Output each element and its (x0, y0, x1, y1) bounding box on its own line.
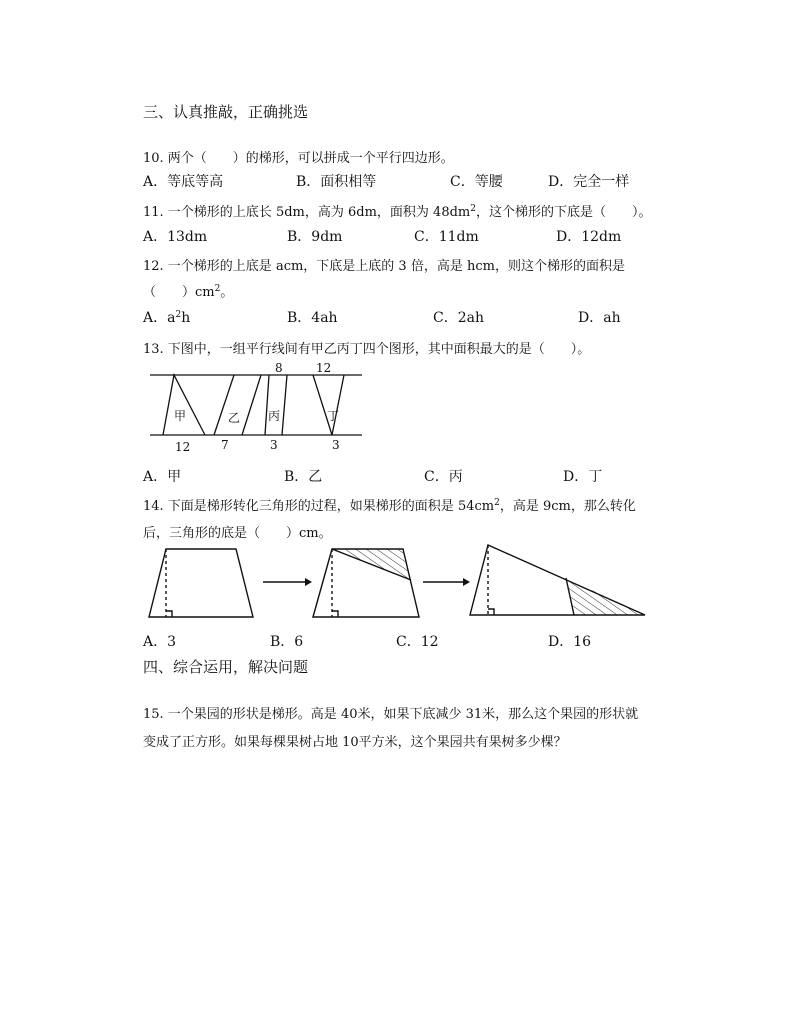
q14-option-a[interactable]: A．3 (143, 634, 177, 650)
right-angle-mark-2 (332, 611, 338, 617)
section-title-4: 四、综合运用，解决问题 (143, 658, 309, 676)
q11-option-b[interactable]: B．9dm (287, 229, 343, 245)
q14-option-d[interactable]: D．16 (548, 634, 592, 650)
question-12-text-line2: （ ）$cm^2$。 (143, 284, 234, 300)
q14-option-c[interactable]: C．12 (396, 634, 439, 650)
question-15-text: 15. 一个果园的形状是梯形。高是 40米，如果下底减少 31米，那么这个果园的形状就 (143, 707, 639, 722)
bottom-label-3a: 3 (270, 438, 278, 452)
q11-option-c[interactable]: C．11dm (414, 229, 479, 245)
q14-option-b[interactable]: B．6 (270, 634, 304, 650)
q10-option-a[interactable]: A．等底等高 (143, 174, 224, 190)
q12-option-d[interactable]: D．ah (578, 310, 621, 326)
question-14-text: 14. 下面是梯形转化三角形的过程，如果梯形的面积是 $54cm^2$，高是 9cm，那么转化 (143, 498, 636, 514)
bottom-label-12: 12 (175, 440, 191, 454)
q13-option-a[interactable]: A．甲 (143, 469, 182, 485)
q13-option-c[interactable]: C．丙 (424, 469, 463, 485)
trapezoid-original (149, 549, 253, 617)
bottom-label-3b: 3 (332, 438, 340, 452)
question-13-text: 13. 下图中，一组平行线间有甲乙丙丁四个图形，其中面积最大的是（ ）。 (143, 342, 591, 357)
q10-option-d[interactable]: D．完全一样 (548, 174, 630, 190)
question-15-text-line2: 变成了正方形。如果每棵果树占地 10平方米，这个果园共有果树多少棵？ (143, 735, 567, 750)
question-10-text: 10. 两个（ ）的梯形，可以拼成一个平行四边形。 (143, 151, 454, 166)
q13-option-d[interactable]: D．丁 (563, 469, 603, 485)
question-14-text-line2: 后，三角形的底是（ ）cm。 (143, 526, 332, 541)
arrow-2-head (463, 578, 470, 586)
label-jia: 甲 (174, 409, 187, 423)
label-bing: 丙 (268, 409, 281, 423)
question-12-text: 12. 一个梯形的上底是 acm，下底是上底的 3 倍，高是 hcm，则这个梯形的面积是 (143, 259, 625, 274)
q12-option-b[interactable]: B．4ah (287, 310, 338, 326)
question-11-text: 11. 一个梯形的上底长 5dm，高为 6dm，面积为 $48dm^2$，这个梯形的下底是（ ）。 (143, 204, 652, 220)
right-angle-mark-1 (166, 611, 172, 617)
q10-option-b[interactable]: B．面积相等 (296, 174, 377, 190)
q11-option-a[interactable]: A．13dm (143, 229, 208, 245)
label-ding: 丁 (327, 409, 340, 423)
q12-option-a[interactable]: A．$a^2h$ (143, 310, 191, 326)
arrow-1-head (305, 578, 312, 586)
q10-option-c[interactable]: C．等腰 (450, 174, 503, 190)
q13-option-b[interactable]: B．乙 (284, 469, 323, 485)
section-title-3: 三、认真推敲，正确挑选 (143, 103, 309, 121)
top-label-12: 12 (316, 361, 332, 375)
right-angle-mark-3 (488, 609, 494, 615)
q12-option-c[interactable]: C．2ah (433, 310, 484, 326)
label-yi: 乙 (228, 411, 241, 425)
top-label-8: 8 (275, 361, 283, 375)
bottom-label-7: 7 (221, 438, 229, 452)
q11-option-d[interactable]: D．12dm (556, 229, 622, 245)
